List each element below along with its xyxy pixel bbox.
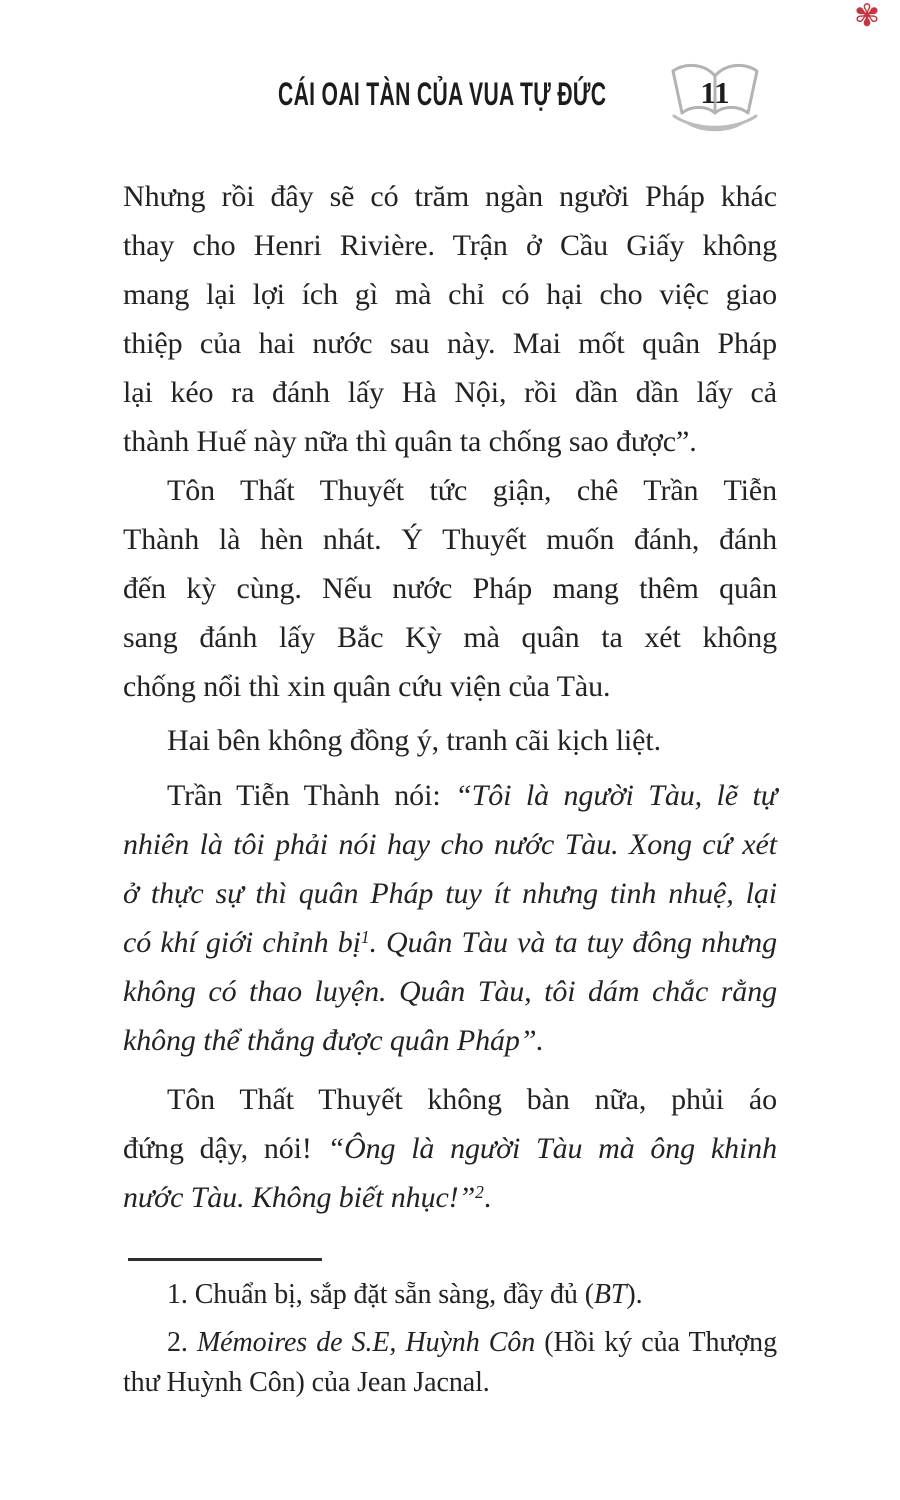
flower-ornament-icon: ✾ [854, 0, 880, 34]
text-line [123, 967, 777, 1016]
text-segment: lại kéo ra đánh lấy Hà Nội, rồi dần dần lấy cả [123, 376, 777, 409]
text-segment: thiệp của hai nước sau này. Mai mốt quân Pháp [123, 327, 777, 360]
footnotes [123, 1275, 777, 1403]
text-line [123, 1275, 777, 1315]
text-segment: mang lại lợi ích gì mà chỉ có hại cho việc giao [123, 278, 777, 311]
footnote-reference: 1 [360, 927, 370, 948]
text-line [123, 368, 777, 417]
paragraph [123, 716, 777, 765]
text-segment: . [483, 1181, 492, 1214]
open-book-icon [664, 58, 766, 142]
text-segment: 2. [167, 1327, 197, 1358]
chapter-title: CÁI OAI TÀN CỦA VUA TỰ ĐỨC [278, 76, 607, 112]
text-line [123, 716, 777, 765]
text-segment: không có thao luyện. Quân Tàu, tôi dám chắc rằng [123, 975, 777, 1008]
text-line [123, 820, 777, 869]
text-segment: 1. Chuẩn bị, sắp đặt sẵn sàng, đầy đủ ( [167, 1279, 594, 1310]
text-line [123, 1075, 777, 1124]
text-line [123, 771, 777, 820]
text-segment: Tôn Thất Thuyết không bàn nữa, phủi áo [167, 1083, 777, 1116]
text-segment: thư Huỳnh Côn) của Jean Jacnal. [123, 1367, 490, 1398]
paragraph [123, 1075, 777, 1222]
text-segment: không thể thắng được quân Pháp”. [123, 1024, 544, 1057]
text-segment: ở thực sự thì quân Pháp tuy ít nhưng tinh nhuệ, lại [123, 877, 777, 910]
text-segment: Tôn Thất Thuyết tức giận, chê Trần Tiễn [167, 474, 777, 507]
text-segment: (Hồi ký của Thượng [535, 1327, 777, 1358]
body-text [123, 172, 777, 1222]
text-line [123, 1323, 777, 1363]
text-segment: chống nổi thì xin quân cứu viện của Tàu. [123, 670, 611, 703]
footnote-divider [128, 1258, 322, 1261]
text-segment: Trần Tiễn Thành nói: [167, 779, 456, 812]
text-line [123, 1016, 777, 1065]
text-line [123, 613, 777, 662]
text-segment: nước Tàu. Không biết nhục!” [123, 1181, 476, 1214]
text-line [123, 1173, 777, 1222]
text-line [123, 270, 777, 319]
paragraph [123, 771, 777, 1065]
text-segment: “Ông là người Tàu mà ông khinh [327, 1132, 777, 1165]
text-segment: BT [593, 1279, 627, 1310]
text-line [123, 564, 777, 613]
paragraph [123, 466, 777, 711]
text-segment: Mémoires de S.E, Huỳnh Côn [196, 1327, 536, 1358]
text-segment: đứng dậy, nói! [123, 1132, 328, 1165]
paragraph [123, 1323, 777, 1403]
text-line [123, 515, 777, 564]
text-segment: “Tôi là người Tàu, lẽ tự [455, 779, 777, 812]
text-line [123, 221, 777, 270]
text-segment: thành Huế này nữa thì quân ta chống sao được”. [123, 425, 697, 458]
text-line [123, 172, 777, 221]
text-line [123, 662, 777, 711]
text-line [123, 918, 777, 967]
footnote-reference: 2 [475, 1182, 484, 1203]
text-segment: đến kỳ cùng. Nếu nước Pháp mang thêm quân [123, 572, 777, 605]
text-segment: . Quân Tàu và ta tuy đông nhưng [369, 926, 777, 959]
text-line [123, 319, 777, 368]
text-segment: nhiên là tôi phải nói hay cho nước Tàu. Xong cứ xét [123, 828, 777, 861]
text-line [123, 869, 777, 918]
text-line [123, 417, 777, 466]
text-segment: Thành là hèn nhát. Ý Thuyết muốn đánh, đánh [123, 523, 777, 556]
paragraph [123, 1275, 777, 1315]
text-line [123, 1124, 777, 1173]
text-segment: Nhưng rồi đây sẽ có trăm ngàn người Pháp khác [123, 180, 777, 213]
text-segment: Hai bên không đồng ý, tranh cãi kịch liệt. [167, 724, 662, 757]
page-number: 11 [700, 75, 730, 110]
text-segment: thay cho Henri Rivière. Trận ở Cầu Giấy không [123, 229, 777, 262]
text-line [123, 466, 777, 515]
paragraph [123, 172, 777, 466]
text-line [123, 1363, 777, 1403]
text-segment: ). [626, 1279, 643, 1310]
text-segment: sang đánh lấy Bắc Kỳ mà quân ta xét không [123, 621, 777, 654]
text-segment: có khí giới chỉnh bị [123, 926, 361, 959]
